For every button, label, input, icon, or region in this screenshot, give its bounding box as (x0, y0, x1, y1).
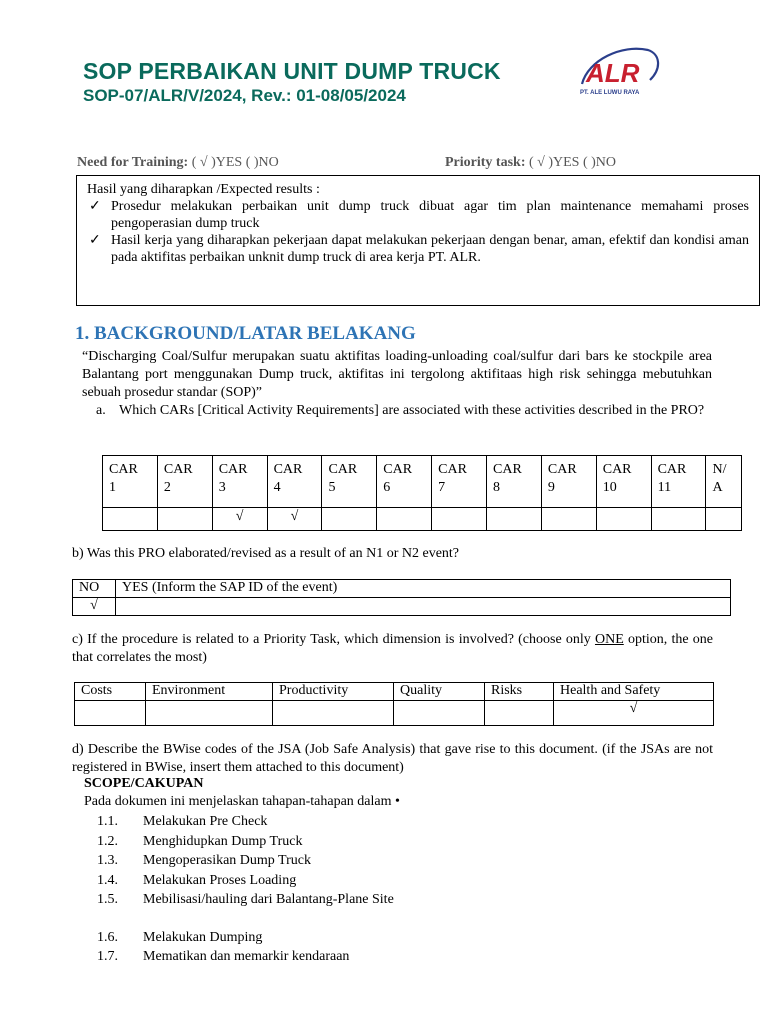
car-mark-cell (322, 508, 377, 531)
scope-item-number: 1.1. (97, 814, 118, 829)
scope-list (97, 812, 394, 967)
dimension-mark-cell (273, 701, 394, 726)
car-mark-cell (377, 508, 432, 531)
question-a-text: Which CARs [Critical Activity Requirements] are associated with these activities described in the PRO? (119, 403, 705, 418)
car-header-cell (541, 456, 596, 508)
dimension-mark-cell: √ (554, 701, 714, 726)
training-line (77, 155, 279, 171)
dimension-mark-cell (394, 701, 485, 726)
priority-line (445, 155, 616, 171)
car-header-number: 9 (547, 480, 555, 495)
dimension-header-cell: Costs (75, 683, 146, 701)
car-header-cell (157, 456, 212, 508)
dimension-header-cell: Quality (394, 683, 485, 701)
scope-item (97, 928, 394, 948)
n-table-yes-header: YES (Inform the SAP ID of the event) (116, 580, 731, 598)
scope-item (97, 851, 394, 871)
scope-item (97, 890, 394, 910)
car-header-cell (377, 456, 432, 508)
car-mark-cell (157, 508, 212, 531)
question-c-emphasis: ONE (594, 632, 624, 647)
scope-item-text: Melakukan Dumping (143, 929, 263, 945)
car-header-number: 11 (657, 480, 672, 495)
question-c-text-end: option, the one that correlates the most) (72, 632, 713, 665)
question-a (96, 402, 712, 420)
scope-item-number: 1.7. (97, 949, 118, 964)
expected-item-text: Hasil kerja yang diharapkan pekerjaan dapat melakukan pekerjaan dengan benar, aman, efektif dan kondisi aman pada aktifitas perbaikan unknit dump truck di area kerja PT. ALR. (111, 233, 749, 265)
car-header-cell (651, 456, 706, 508)
car-header-number: 4 (273, 480, 281, 495)
car-header-label: CAR (493, 462, 522, 477)
scope-heading: SCOPE/CAKUPAN (84, 776, 204, 791)
dimension-header-cell: Productivity (273, 683, 394, 701)
document-title: SOP PERBAIKAN UNIT DUMP TRUCK (83, 58, 501, 84)
car-header-label: CAR (163, 462, 193, 477)
car-mark-cell: √ (212, 508, 267, 531)
car-header-cell (322, 456, 377, 508)
document-subtitle: SOP-07/ALR/V/2024, Rev.: 01-08/05/2024 (83, 86, 406, 105)
car-mark-cell (541, 508, 596, 531)
background-paragraph: “Discharging Coal/Sulfur merupakan suatu aktifitas loading-unloading coal/sulfur dari bars ke stockpile area Balantang port menggunakan Dump truck, aktifitas ini tergolong aktifitaas high risk sehingga mebutuhkan sebuah prosedur standar (SOP)” (82, 349, 712, 400)
dimension-header-cell: Health and Safety (554, 683, 714, 701)
training-options: ( √ )YES ( )NO (191, 155, 279, 170)
car-header-number: 5 (328, 480, 336, 495)
car-header-label: CAR (602, 462, 632, 477)
logo-caption: PT. ALE LUWU RAYA (580, 90, 640, 96)
dimension-header-cell: Environment (146, 683, 273, 701)
scope-item-text: Mebilisasi/hauling dari Balantang-Plane Site (143, 892, 394, 907)
scope-item-text: Mematikan dan memarkir kendaraan (143, 949, 350, 964)
checkmark-icon: ✓ (89, 199, 101, 214)
car-mark-cell (103, 508, 158, 531)
car-mark-cell (651, 508, 706, 531)
question-c (72, 631, 713, 667)
scope-item-number: 1.2. (97, 833, 118, 849)
scope-item-text: Melakukan Proses Loading (143, 872, 297, 888)
car-header-number: 3 (218, 480, 226, 495)
priority-options: ( √ )YES ( )NO (528, 155, 616, 170)
car-header-label: N/ (712, 462, 727, 477)
car-header-number: A (712, 480, 723, 495)
scope-item-number: 1.4. (97, 872, 118, 888)
car-header-label: CAR (218, 462, 248, 477)
car-header-label: CAR (328, 462, 358, 477)
logo-mark: ALR (586, 58, 640, 88)
scope-intro: Pada dokumen ini menjelaskan tahapan-tahapan dalam • (84, 794, 400, 809)
car-mark-cell (706, 508, 742, 531)
car-header-label: CAR (547, 462, 577, 477)
car-header-number: 7 (438, 480, 446, 495)
car-header-number: 10 (602, 480, 617, 495)
car-table (102, 455, 742, 531)
question-d: d) Describe the BWise codes of the JSA (Job Safe Analysis) that gave rise to this document. (if the JSAs are not registered in BWise, insert them attached to this document) (72, 742, 713, 775)
question-b: b) Was this PRO elaborated/revised as a result of an N1 or N2 event? (72, 546, 460, 561)
dimension-header-cell: Risks (485, 683, 554, 701)
scope-item (97, 947, 394, 967)
question-a-label: a. (96, 403, 106, 418)
car-header-label: CAR (657, 462, 687, 477)
car-mark-cell (487, 508, 542, 531)
car-header-cell (212, 456, 267, 508)
car-header-cell (487, 456, 542, 508)
car-header-label: CAR (273, 462, 303, 477)
expected-item-text: Prosedur melakukan perbaikan unit dump truck dibuat agar tim plan maintenance memahami proses pengoperasian dump truck (111, 199, 749, 231)
checkmark-icon: ✓ (89, 233, 101, 248)
dimension-mark-cell (485, 701, 554, 726)
scope-item-number: 1.3. (97, 853, 118, 868)
expected-item (87, 232, 749, 266)
n-table-no-header: NO (73, 580, 116, 598)
car-header-number: 6 (383, 480, 391, 495)
car-header-cell (267, 456, 322, 508)
car-header-cell (103, 456, 158, 508)
scope-item (97, 832, 394, 852)
scope-item-text: Melakukan Pre Check (143, 814, 268, 829)
expected-item (87, 198, 749, 232)
dimension-mark-cell (146, 701, 273, 726)
dimension-mark-cell (75, 701, 146, 726)
scope-item-number: 1.6. (97, 929, 118, 945)
expected-results-box (76, 175, 760, 306)
n-table-yes-mark (116, 598, 731, 616)
scope-item (97, 871, 394, 891)
car-mark-cell (432, 508, 487, 531)
car-header-label: CAR (438, 462, 467, 477)
company-logo (570, 42, 662, 104)
priority-label: Priority task: (445, 155, 526, 170)
scope-item (97, 812, 394, 832)
car-header-number: 1 (109, 480, 116, 495)
car-header-cell (706, 456, 742, 508)
question-c-text: c) If the procedure is related to a Priority Task, which dimension is involved? (choose only (72, 632, 595, 647)
car-mark-cell: √ (267, 508, 322, 531)
n-event-table (72, 579, 731, 616)
scope-item-text: Menghidupkan Dump Truck (143, 833, 303, 849)
car-mark-cell (596, 508, 651, 531)
priority-dimension-table (74, 682, 714, 726)
expected-heading: Hasil yang diharapkan /Expected results : (87, 182, 320, 197)
car-header-cell (596, 456, 651, 508)
car-header-label: CAR (383, 462, 413, 477)
car-header-cell (432, 456, 487, 508)
scope-item-number: 1.5. (97, 892, 118, 907)
car-header-number: 2 (163, 480, 171, 495)
car-header-number: 8 (493, 480, 501, 495)
car-header-label: CAR (109, 462, 138, 477)
training-label: Need for Training: (77, 155, 189, 170)
section-heading-background: 1. BACKGROUND/LATAR BELAKANG (75, 323, 416, 344)
n-table-no-mark: √ (73, 598, 116, 616)
scope-item-text: Mengoperasikan Dump Truck (143, 853, 311, 868)
